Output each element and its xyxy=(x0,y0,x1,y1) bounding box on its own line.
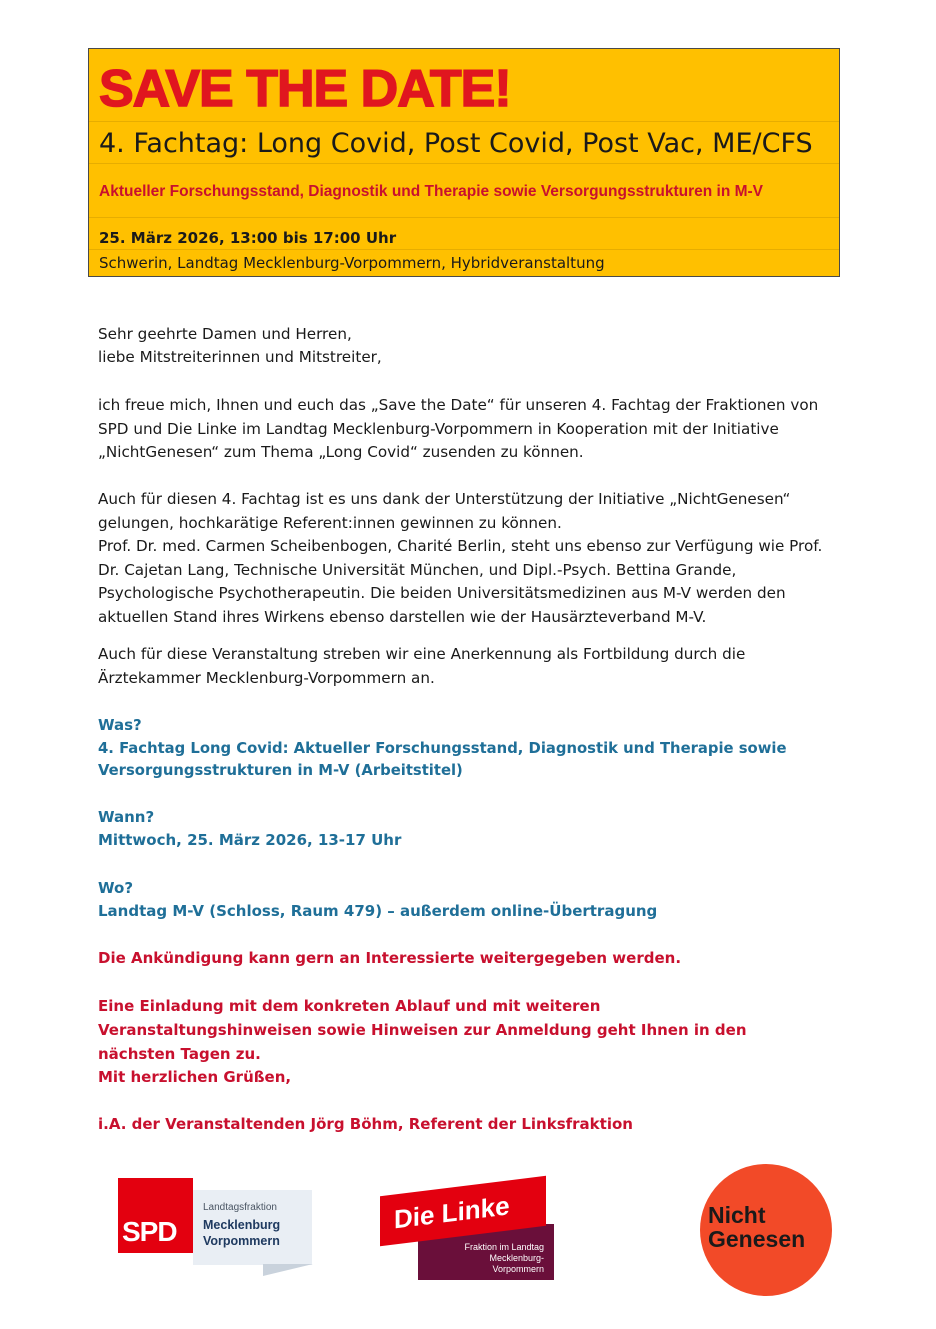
banner-topic: Aktueller Forschungsstand, Diagnostik und Therapie sowie Versorgungsstrukturen in M-V xyxy=(99,183,764,200)
where-value: Landtag M-V (Schloss, Raum 479) – außerdem online-Übertragung xyxy=(98,902,658,920)
save-the-date-banner xyxy=(88,48,840,277)
signature: i.A. der Veranstaltenden Jörg Böhm, Referent der Linksfraktion xyxy=(98,1115,633,1133)
nicht-genesen-logo-line-1: Nicht xyxy=(708,1202,766,1228)
paragraph-speakers: Prof. Dr. med. Carmen Scheibenbogen, Charité Berlin, steht uns ebenso zur Verfügung wie Prof. Dr. Cajetan Lang, Technische Universität München, und Dipl.-Psych. Bettina Grande, Psychologische Psychotherapeutin. Die beiden Universitätsmedizinen aus M-V werden den aktuellen Stand ihres Wirkens ebenso darstellen wie der Hausärzteverband M-V. xyxy=(98,537,823,626)
where-label: Wo? xyxy=(98,879,134,897)
banner-divider xyxy=(89,217,839,218)
die-linke-logo-line-1: Fraktion im Landtag xyxy=(464,1242,544,1252)
paragraph-accreditation: Auch für diese Veranstaltung streben wir eine Anerkennung als Fortbildung durch die Ärztekammer Mecklenburg-Vorpommern an. xyxy=(98,645,746,687)
banner-subtitle: 4. Fachtag: Long Covid, Post Covid, Post Vac, ME/CFS xyxy=(99,128,813,159)
paragraph-speakers-intro: Auch für diesen 4. Fachtag ist es uns dank der Unterstützung der Initiative „NichtGenesen“ gelungen, hochkarätige Referent:innen gewinnen zu können. xyxy=(98,490,791,532)
spd-logo-line-2: Mecklenburg xyxy=(203,1218,281,1232)
paragraph-intro: ich freue mich, Ihnen und euch das „Save the Date“ für unseren 4. Fachtag der Fraktionen von SPD und Die Linke im Landtag Mecklenburg-Vorpommern in Kooperation mit der Initiative „NichtGenesen“ zum Thema „Long Covid“ zusenden zu können. xyxy=(98,396,819,461)
when-label: Wann? xyxy=(98,808,155,826)
banner-location: Schwerin, Landtag Mecklenburg-Vorpommern, Hybridveranstaltung xyxy=(99,254,605,272)
spd-logo xyxy=(118,1178,314,1278)
banner-divider xyxy=(89,163,839,164)
spd-logo-text: SPD xyxy=(122,1216,177,1247)
forwarding-note: Die Ankündigung kann gern an Interessierte weitergegeben werden. xyxy=(98,949,682,967)
nicht-genesen-logo xyxy=(700,1164,832,1296)
spd-logo-panel xyxy=(193,1190,312,1265)
invitation-note: Eine Einladung mit dem konkreten Ablauf und mit weiteren Veranstaltungshinweisen sowie Hinweisen zur Anmeldung geht Ihnen in den nächsten Tagen zu. xyxy=(98,997,747,1063)
die-linke-logo-line-2: Mecklenburg- xyxy=(489,1253,544,1263)
banner-date: 25. März 2026, 13:00 bis 17:00 Uhr xyxy=(99,229,397,247)
salutation-line-1: Sehr geehrte Damen und Herren, xyxy=(98,325,352,343)
when-value: Mittwoch, 25. März 2026, 13-17 Uhr xyxy=(98,831,402,849)
banner-divider xyxy=(89,121,839,122)
spd-logo-line-1: Landtagsfraktion xyxy=(203,1202,277,1213)
spd-logo-mark xyxy=(118,1178,193,1253)
die-linke-logo-text: Die Linke xyxy=(394,1190,510,1235)
spd-logo-line-3: Vorpommern xyxy=(203,1234,280,1248)
banner-headline: SAVE THE DATE! xyxy=(99,60,511,118)
greeting: Mit herzlichen Grüßen, xyxy=(98,1068,292,1086)
what-value: 4. Fachtag Long Covid: Aktueller Forschungsstand, Diagnostik und Therapie sowie Versorgungsstrukturen in M-V (Arbeitstitel) xyxy=(98,740,787,779)
banner-divider xyxy=(89,249,839,250)
nicht-genesen-logo-line-2: Genesen xyxy=(708,1226,806,1252)
salutation-line-2: liebe Mitstreiterinnen und Mitstreiter, xyxy=(98,348,382,366)
spd-logo-arrow xyxy=(263,1264,313,1276)
die-linke-logo xyxy=(378,1172,558,1284)
die-linke-logo-line-3: Vorpommern xyxy=(492,1264,544,1274)
what-label: Was? xyxy=(98,716,142,734)
